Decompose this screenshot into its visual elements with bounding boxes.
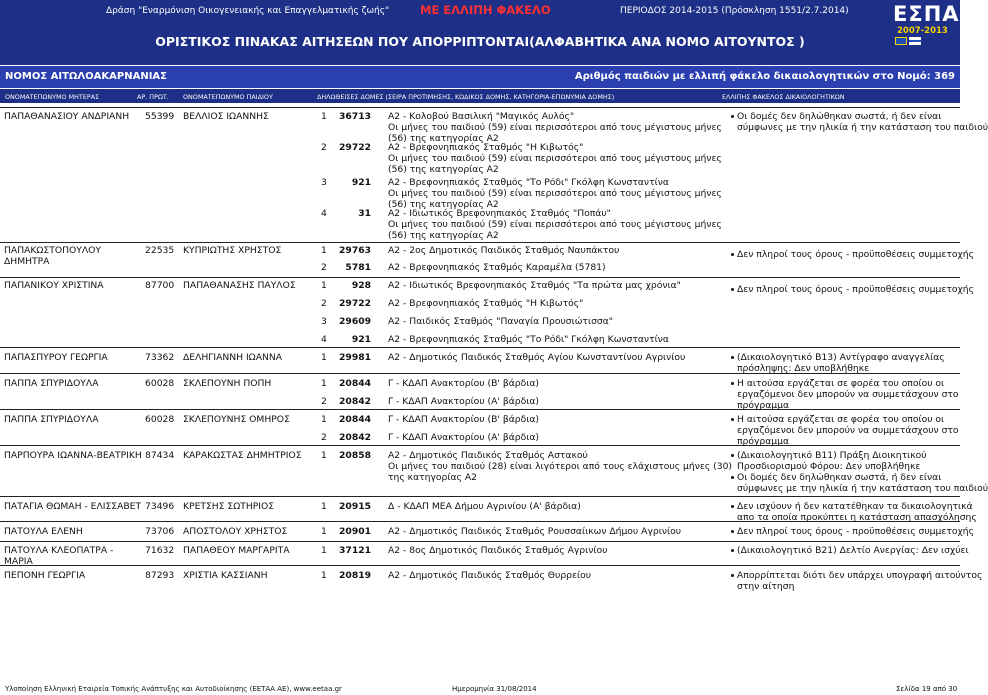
incomplete-reason: πρόσληψης: Δεν υποβλήθηκε [737, 363, 870, 374]
structure-order: 2 [321, 432, 327, 443]
structure-order: 3 [321, 316, 327, 327]
mother-name: ΠΑΠΑΝΙΚΟΥ ΧΡΙΣΤΙΝΑ [4, 280, 104, 291]
structure-text: Γ - ΚΔΑΠ Ανακτορίου (Β' βάρδια) [388, 378, 539, 389]
structure-order: 1 [321, 378, 327, 389]
bullet-icon [731, 505, 734, 508]
col-child: ΟΝΟΜΑΤΕΠΩΝΥΜΟ ΠΑΙΔΙΟΥ [183, 93, 273, 101]
incomplete-reason: Η αιτούσα εργάζεται σε φορέα του οποίου οι [737, 414, 945, 425]
structure-code: 20842 [339, 432, 371, 443]
structure-code: 29981 [339, 352, 371, 363]
structure-text: Α2 - Ιδιωτικός Βρεφονηπιακός Σταθμός "Ποπάυ" [388, 208, 611, 219]
page-title: ΟΡΙΣΤΙΚΟΣ ΠΙΝΑΚΑΣ ΑΙΤΗΣΕΩΝ ΠΟΥ ΑΠΟΡΡΙΠΤΟΝΤΑΙ(ΑΛΦΑΒΗΤΙΚΑ ΑΝΑ ΝΟΜΟ ΑΙΤΟΥΝΤΟΣ ) [155, 34, 805, 49]
structure-code: 29722 [339, 142, 371, 153]
structure-text: Α2 - 8ος Δημοτικός Παιδικός Σταθμός Αγρινίου [388, 545, 608, 556]
structure-code: 29763 [339, 245, 371, 256]
incomplete-reason: σύμφωνες με την ηλικία ή την κατάσταση του παιδιού [737, 483, 988, 494]
structure-order: 2 [321, 142, 327, 153]
protocol-number: 71632 [145, 545, 175, 556]
prefecture-count: Αριθμός παιδιών με ελλιπή φάκελο δικαιολογητικών στο Νομό: 369 [574, 71, 955, 82]
structure-text: Γ - ΚΔΑΠ Ανακτορίου (Α' βάρδια) [388, 432, 539, 443]
row-divider [0, 565, 960, 566]
footer-page: Σελίδα 19 από 30 [896, 685, 958, 693]
espa-logo: ΕΣΠΑ 2007-2013 [893, 4, 955, 44]
header-banner [0, 0, 960, 65]
incomplete-reason: Οι δομές δεν δηλώθηκαν σωστά, ή δεν είναι [737, 111, 942, 122]
incomplete-reason: Δεν πληροί τους όρους - προϋποθέσεις συμμετοχής [737, 526, 975, 537]
structure-text: Α2 - Βρεφονηπιακός Σταθμός "Η Κιβωτός" [388, 142, 584, 153]
structure-code: 36713 [339, 111, 371, 122]
incomplete-reason: (Δικαιολογητικό Β13) Αντίγραφο αναγγελίας [737, 352, 945, 363]
structure-text: Α2 - Δημοτικός Παιδικός Σταθμός Αστακού [388, 450, 588, 461]
structure-text: (56) της κατηγορίας Α2 [388, 164, 499, 175]
structure-text: της κατηγορίας Α2 [388, 472, 477, 483]
prefecture-bar [0, 66, 960, 88]
row-divider [0, 277, 960, 278]
protocol-number: 22535 [145, 245, 175, 256]
bullet-icon [731, 253, 734, 256]
structure-code: 31 [358, 208, 371, 219]
structure-order: 1 [321, 501, 327, 512]
structure-code: 928 [351, 280, 371, 291]
structure-text: Δ - ΚΔΑΠ ΜΕΑ Δήμου Αγρινίου (Α' βάρδια) [388, 501, 581, 512]
structure-order: 1 [321, 414, 327, 425]
mother-name: ΠΑΠΑΘΑΝΑΣΙΟΥ ΑΝΔΡΙΑΝΗ [4, 111, 130, 122]
structure-order: 4 [321, 208, 327, 219]
bullet-icon [731, 476, 734, 479]
child-name: ΣΚΛΕΠΟΥΝΗΣ ΟΜΗΡΟΣ [183, 414, 290, 425]
protocol-number: 87700 [145, 280, 175, 291]
structure-text: Α2 - Βρεφονηπιακός Σταθμός "Το Ρόδι" Γκόλφη Κωνσταντίνα [388, 177, 669, 188]
mother-name: ΠΑΤΟΥΛΑ ΚΛΕΟΠΑΤΡΑ - [4, 545, 114, 556]
prefecture-name: ΝΟΜΟΣ ΑΙΤΩΛΟΑΚΑΡΝΑΝΙΑΣ [5, 71, 167, 82]
structure-order: 4 [321, 334, 327, 345]
row-divider [0, 347, 960, 348]
period-text: ΠΕΡΙΟΔΟΣ 2014-2015 (Πρόσκληση 1551/2.7.2014) [620, 6, 849, 16]
bullet-icon [731, 288, 734, 291]
incomplete-reason: (Δικαιολογητικό Β11) Πράξη Διοικητικού [737, 450, 927, 461]
bullet-icon [731, 382, 734, 385]
structure-code: 20901 [339, 526, 371, 537]
structure-order: 2 [321, 262, 327, 273]
structure-code: 5781 [345, 262, 371, 273]
structure-text: Α2 - Βρεφονηπιακός Σταθμός "Το Ρόδι" Γκόλφη Κωνσταντίνα [388, 334, 669, 345]
structure-code: 20915 [339, 501, 371, 512]
structure-order: 2 [321, 298, 327, 309]
row-divider [0, 496, 960, 497]
incomplete-reason: πρόγραμμα [737, 400, 790, 411]
incomplete-reason: πρόγραμμα [737, 436, 790, 447]
structure-text: Οι μήνες του παιδιού (59) είναι περισσότεροι από τους μέγιστους μήνες [388, 188, 722, 199]
child-name: ΚΡΕΤΣΗΣ ΣΩΤΗΡΙΟΣ [183, 501, 275, 512]
mother-name: ΠΑΠΑΣΠΥΡΟΥ ΓΕΩΡΓΙΑ [4, 352, 108, 363]
protocol-number: 87293 [145, 570, 175, 581]
protocol-number: 60028 [145, 414, 175, 425]
greek-flag-icon [909, 37, 921, 45]
mother-name: ΜΑΡΙΑ [4, 556, 33, 567]
incomplete-reason: Δεν πληροί τους όρους - προϋποθέσεις συμμετοχής [737, 284, 975, 295]
col-mother: ΟΝΟΜΑΤΕΠΩΝΥΜΟ ΜΗΤΕΡΑΣ [5, 93, 100, 101]
structure-code: 921 [351, 334, 371, 345]
footer-implementer: Υλοποίηση Ελληνική Εταιρεία Τοπικής Ανάπτυξης και Αυτοδιοίκησης (ΕΕΤΑΑ ΑΕ), www.eetaa.gr [5, 685, 342, 693]
bullet-icon [731, 549, 734, 552]
child-name: ΣΚΛΕΠΟΥΝΗ ΠΟΠΗ [183, 378, 272, 389]
structure-order: 1 [321, 450, 327, 461]
footer-date: Ημερομηνία 31/08/2014 [452, 685, 537, 693]
protocol-number: 73706 [145, 526, 175, 537]
structure-order: 1 [321, 280, 327, 291]
bullet-icon [731, 418, 734, 421]
structure-text: (56) της κατηγορίας Α2 [388, 230, 499, 241]
structure-code: 20844 [339, 378, 371, 389]
structure-text: (56) της κατηγορίας Α2 [388, 133, 499, 144]
structure-text: (56) της κατηγορίας Α2 [388, 199, 499, 210]
structure-order: 1 [321, 545, 327, 556]
structure-text: Οι μήνες του παιδιού (28) είναι λιγότεροι από τους ελάχιστους μήνες (30) [388, 461, 732, 472]
structure-code: 20844 [339, 414, 371, 425]
bullet-icon [731, 115, 734, 118]
mother-name: ΠΑΤΑΓΙΑ ΘΩΜΑΗ - ΕΛΙΣΣΑΒΕΤ [4, 501, 142, 512]
structure-text: Α2 - Δημοτικός Παιδικός Σταθμός Θυρρείου [388, 570, 592, 581]
structure-code: 20858 [339, 450, 371, 461]
structure-order: 1 [321, 352, 327, 363]
structure-code: 37121 [339, 545, 371, 556]
child-name: ΧΡΙΣΤΙΑ ΚΑΣΣΙΑΝΗ [183, 570, 268, 581]
child-name: ΔΕΛΗΓΙΑΝΝΗ ΙΩΑΝΝΑ [183, 352, 283, 363]
structure-text: Οι μήνες του παιδιού (59) είναι περισσότεροι από τους μέγιστους μήνες [388, 122, 722, 133]
mother-name: ΠΕΠΟΝΗ ΓΕΩΡΓΙΑ [4, 570, 86, 581]
protocol-number: 60028 [145, 378, 175, 389]
structure-text: Α2 - Δημοτικός Παιδικός Σταθμός Ρουσσαίικων Δήμου Αγρινίου [388, 526, 682, 537]
structure-text: Γ - ΚΔΑΠ Ανακτορίου (Β' βάρδια) [388, 414, 539, 425]
incomplete-reason: Οι δομές δεν δηλώθηκαν σωστά, ή δεν είναι [737, 472, 942, 483]
structure-order: 3 [321, 177, 327, 188]
mother-name: ΔΗΜΗΤΡΑ [4, 256, 50, 267]
child-name: ΚΥΠΡΙΩΤΗΣ ΧΡΗΣΤΟΣ [183, 245, 282, 256]
structure-code: 29609 [339, 316, 371, 327]
mother-name: ΠΑΠΑΚΩΣΤΟΠΟΥΛΟΥ [4, 245, 101, 256]
structure-order: 1 [321, 526, 327, 537]
structure-order: 2 [321, 396, 327, 407]
child-name: ΠΑΠΑΘΕΟΥ ΜΑΡΓΑΡΙΤΑ [183, 545, 290, 556]
structure-order: 1 [321, 111, 327, 122]
structure-code: 20842 [339, 396, 371, 407]
col-prot: ΑΡ. ΠΡΩΤ. [137, 93, 169, 101]
structure-text: Γ - ΚΔΑΠ Ανακτορίου (Α' βάρδια) [388, 396, 539, 407]
incomplete-reason: (Δικαιολογητικό Β21) Δελτίο Ανεργίας: Δεν ισχύει [737, 545, 969, 556]
incomplete-reason: Δεν ισχύουν ή δεν κατατέθηκαν τα δικαιολογητικά [737, 501, 973, 512]
bullet-icon [731, 454, 734, 457]
bullet-icon [731, 574, 734, 577]
incomplete-reason: απο τα οποία προκύπτει η κατάσταση απασχόλησης [737, 512, 977, 523]
incomplete-reason: σύμφωνες με την ηλικία ή την κατάσταση του παιδιού [737, 122, 988, 133]
structure-order: 1 [321, 245, 327, 256]
protocol-number: 55399 [145, 111, 175, 122]
col-incomplete: ΕΛΛΙΠΗΣ ΦΑΚΕΛΟΣ ΔΙΚΑΙΟΛΟΓΗΤΙΚΩΝ [722, 93, 845, 101]
bullet-icon [731, 530, 734, 533]
incomplete-reason: εργαζόμενοι δεν μπορούν να συμμετάσχουν στο [737, 425, 959, 436]
bullet-icon [731, 356, 734, 359]
protocol-number: 73362 [145, 352, 175, 363]
structure-text: Α2 - Ιδιωτικός Βρεφονηπιακός Σταθμός "Τα πρώτα μας χρόνια" [388, 280, 681, 291]
incomplete-file-title: ΜΕ ΕΛΛΙΠΗ ΦΑΚΕΛΟ [420, 3, 551, 17]
child-name: ΒΕΛΛΙΟΣ ΙΩΑΝΝΗΣ [183, 111, 269, 122]
mother-name: ΠΑΤΟΥΛΑ ΕΛΕΝΗ [4, 526, 83, 537]
incomplete-reason: στην αίτηση [737, 581, 795, 592]
row-divider [0, 107, 960, 108]
structure-code: 29722 [339, 298, 371, 309]
structure-text: Α2 - Δημοτικός Παιδικός Σταθμός Αγίου Κωνσταντίνου Αγρινίου [388, 352, 686, 363]
structure-text: Α2 - Βρεφονηπιακός Σταθμός Καραμέλα (5781) [388, 262, 606, 273]
structure-text: Α2 - Βρεφονηπιακός Σταθμός "Η Κιβωτός" [388, 298, 584, 309]
structure-order: 1 [321, 570, 327, 581]
child-name: ΠΑΠΑΘΑΝΑΣΗΣ ΠΑΥΛΟΣ [183, 280, 296, 291]
incomplete-reason: Προσδιορισμού Φόρου: Δεν υποβλήθηκε [737, 461, 921, 472]
project-title: Δράση "Εναρμόνιση Οικογενειακής και Επαγγελματικής ζωής" [106, 6, 390, 16]
child-name: ΚΑΡΑΚΩΣΤΑΣ ΔΗΜΗΤΡΙΟΣ [183, 450, 302, 461]
column-header-row [0, 89, 960, 103]
structure-text: Οι μήνες του παιδιού (59) είναι περισσότεροι από τους μέγιστους μήνες [388, 219, 722, 230]
mother-name: ΠΑΠΠΑ ΣΠΥΡΙΔΟΥΛΑ [4, 378, 99, 389]
structure-text: Α2 - Κολοβού Βασιλική "Μαγικός Αυλός" [388, 111, 575, 122]
row-divider [0, 541, 960, 542]
protocol-number: 73496 [145, 501, 175, 512]
protocol-number: 87434 [145, 450, 175, 461]
structure-text: Α2 - Παιδικός Σταθμός "Παναγία Προυσιώτισσα" [388, 316, 614, 327]
structure-code: 921 [351, 177, 371, 188]
row-divider [0, 445, 960, 446]
structure-text: Οι μήνες του παιδιού (59) είναι περισσότεροι από τους μέγιστους μήνες [388, 153, 722, 164]
incomplete-reason: εργαζόμενοι δεν μπορούν να συμμετάσχουν στο [737, 389, 959, 400]
mother-name: ΠΑΡΠΟΥΡΑ ΙΩΑΝΝΑ-ΒΕΑΤΡΙΚΗ [4, 450, 142, 461]
incomplete-reason: Δεν πληροί τους όρους - προϋποθέσεις συμμετοχής [737, 249, 975, 260]
structure-code: 20819 [339, 570, 371, 581]
col-structures: ΔΗΛΩΘΕΙΣΕΣ ΔΟΜΕΣ (ΣΕΙΡΑ ΠΡΟΤΙΜΗΣΗΣ, ΚΩΔΙΚΟΣ ΔΟΜΗΣ, ΚΑΤΗΓΟΡΙΑ-ΕΠΩΝΥΜΙΑ ΔΟΜΗΣ) [317, 93, 615, 101]
structure-text: Α2 - 2ος Δημοτικός Παιδικός Σταθμός Ναυπάκτου [388, 245, 620, 256]
mother-name: ΠΑΠΠΑ ΣΠΥΡΙΔΟΥΛΑ [4, 414, 99, 425]
row-divider [0, 409, 960, 410]
incomplete-reason: Απορρίπτεται διότι δεν υπάρχει υπογραφή αιτούντος [737, 570, 983, 581]
child-name: ΑΠΟΣΤΟΛΟΥ ΧΡΗΣΤΟΣ [183, 526, 288, 537]
incomplete-reason: Η αιτούσα εργάζεται σε φορέα του οποίου οι [737, 378, 945, 389]
eu-flag-icon [895, 37, 907, 45]
row-divider [0, 242, 960, 243]
